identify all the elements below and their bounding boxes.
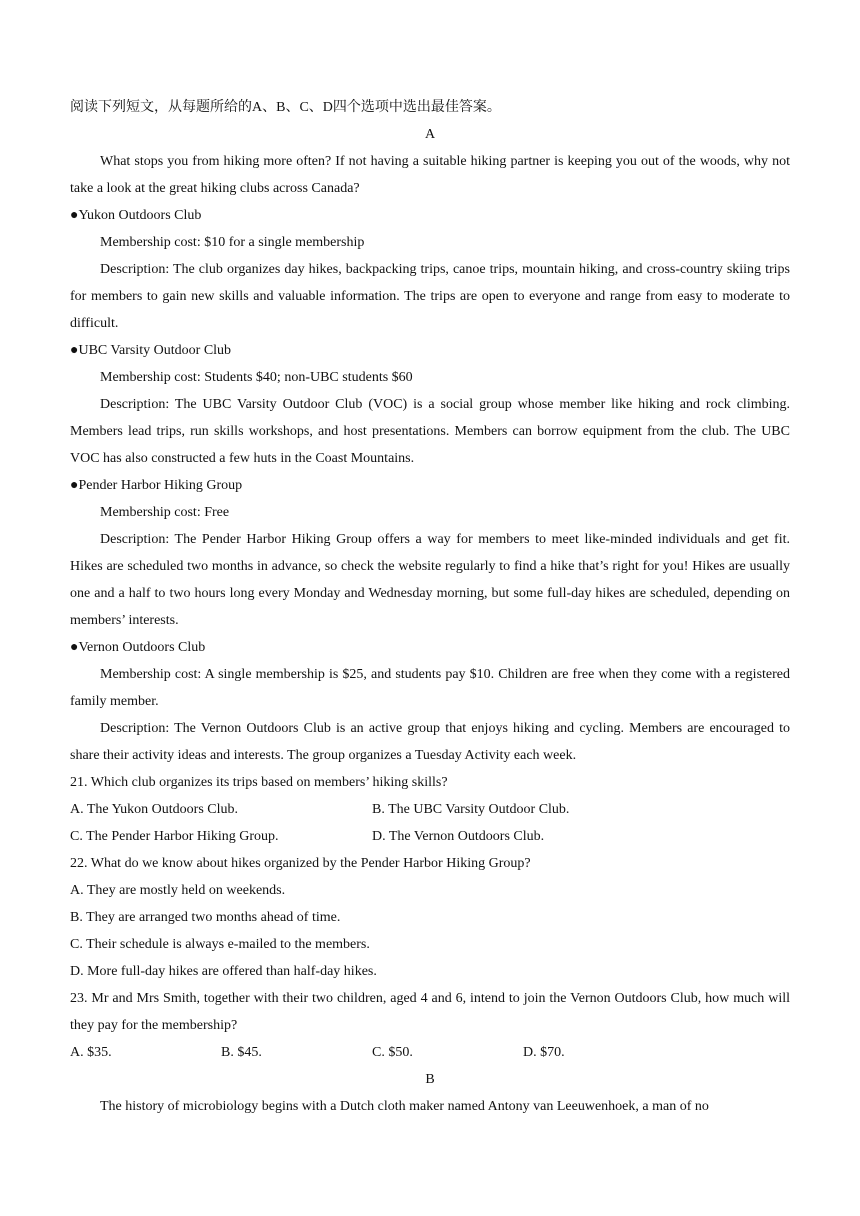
section-a-intro: What stops you from hiking more often? If not having a suitable hiking partner is keeping you out of the woods, why not take a look at the great hiking clubs across Canada? — [70, 154, 790, 196]
club-name: ● UBC Varsity Outdoor Club — [70, 337, 790, 364]
section-a-label: A — [424, 127, 436, 142]
question-stem: 22. What do we know about hikes organized by the Pender Harbor Hiking Group? — [70, 856, 531, 871]
option-d: D. The Vernon Outdoors Club. — [372, 829, 545, 844]
option-c: C. The Pender Harbor Hiking Group. — [70, 829, 279, 844]
option-a: A. They are mostly held on weekends. — [70, 883, 286, 898]
option-c: C. $50. — [372, 1045, 413, 1060]
club-cost: Membership cost: $10 for a single membership — [100, 235, 365, 250]
club-description: Description: The club organizes day hikes, backpacking trips, canoe trips, mountain hiking, and cross-country skiing trips for members to gain new skills and valuable information. The trips are open to everyone and range from easy to moderate to difficult. — [70, 262, 790, 331]
club-cost: Membership cost: Students $40; non-UBC students $60 — [100, 370, 413, 385]
club-description: Description: The Pender Harbor Hiking Group offers a way for members to meet like-minded individuals and get fit. Hikes are scheduled two months in advance, so check the website regularly to find a hike that’s right for you! Hikes are usually one and a half to two hours long every Monday and Wednesday morning, but some full-day hikes are scheduled, depending on members’ interests. — [70, 532, 790, 628]
question-options — [70, 823, 790, 850]
section-b-intro: The history of microbiology begins with a Dutch cloth maker named Antony van Leeuwenhoek, a man of no — [100, 1099, 709, 1114]
club-cost: Membership cost: A single membership is $25, and students pay $10. Children are free when they come with a registered family member. — [70, 667, 790, 709]
option-c: C. Their schedule is always e-mailed to the members. — [70, 937, 370, 952]
club-name: ● Pender Harbor Hiking Group — [70, 472, 790, 499]
question-options — [70, 796, 790, 823]
club-description: Description: The UBC Varsity Outdoor Club (VOC) is a social group whose member like hiking and rock climbing. Members lead trips, run skills workshops, and host presentations. Members can borrow equipment from the club. The UBC VOC has also constructed a few huts in the Coast Mountains. — [70, 397, 790, 466]
option-b: B. $45. — [221, 1045, 262, 1060]
question-stem: 21. Which club organizes its trips based on members’ hiking skills? — [70, 775, 448, 790]
club-description: Description: The Vernon Outdoors Club is an active group that enjoys hiking and cycling. Members are encouraged to share their activity ideas and interests. The group organizes a Tuesday Activity each week. — [70, 721, 790, 763]
option-a: A. $35. — [70, 1045, 112, 1060]
document-page — [70, 94, 790, 1120]
question-stem: 23. Mr and Mrs Smith, together with their two children, aged 4 and 6, intend to join the Vernon Outdoors Club, how much will they pay for the membership? — [70, 991, 790, 1033]
club-name: ● Yukon Outdoors Club — [70, 202, 790, 229]
club-cost: Membership cost: Free — [100, 505, 230, 520]
section-b-label: B — [425, 1072, 435, 1087]
option-b: B. The UBC Varsity Outdoor Club. — [372, 802, 570, 817]
question-options — [70, 1039, 790, 1066]
option-d: D. More full-day hikes are offered than half-day hikes. — [70, 964, 377, 979]
option-a: A. The Yukon Outdoors Club. — [70, 802, 238, 817]
option-b: B. They are arranged two months ahead of time. — [70, 910, 341, 925]
option-d: D. $70. — [523, 1045, 565, 1060]
club-name: ● Vernon Outdoors Club — [70, 634, 790, 661]
instruction: 阅读下列短文，从每题所给的A、B、C、D四个选项中选出最佳答案。 — [70, 100, 501, 115]
